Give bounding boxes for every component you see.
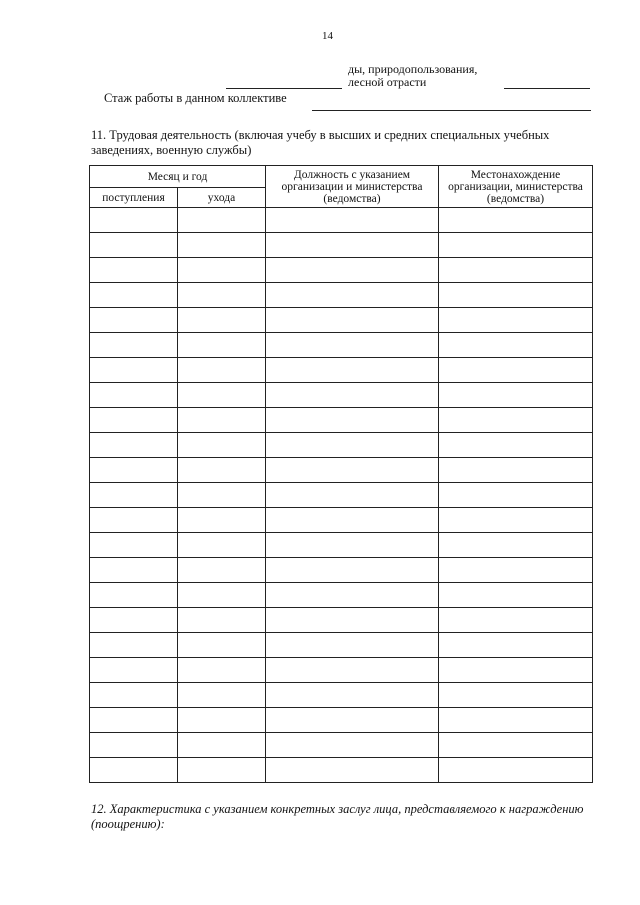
- cell-end[interactable]: [178, 683, 266, 708]
- table-row: [90, 508, 593, 533]
- cell-end[interactable]: [178, 758, 266, 783]
- cell-position[interactable]: [266, 408, 439, 433]
- cell-start[interactable]: [90, 358, 178, 383]
- cell-end[interactable]: [178, 608, 266, 633]
- cell-location[interactable]: [439, 633, 593, 658]
- header-position: Должность с указанием организации и министерства (ведомства): [266, 166, 439, 208]
- cell-start[interactable]: [90, 583, 178, 608]
- cell-end[interactable]: [178, 383, 266, 408]
- cell-position[interactable]: [266, 283, 439, 308]
- cell-position[interactable]: [266, 208, 439, 233]
- cell-start[interactable]: [90, 758, 178, 783]
- table-row: [90, 558, 593, 583]
- table-row: [90, 283, 593, 308]
- cell-end[interactable]: [178, 433, 266, 458]
- header-location: Местонахождение организации, министерства (ведомства): [439, 166, 593, 208]
- header-fragment-line2: лесной отрасти: [348, 75, 427, 89]
- cell-start[interactable]: [90, 483, 178, 508]
- cell-start[interactable]: [90, 258, 178, 283]
- cell-location[interactable]: [439, 608, 593, 633]
- table-row: [90, 658, 593, 683]
- cell-end[interactable]: [178, 558, 266, 583]
- cell-end[interactable]: [178, 233, 266, 258]
- cell-end[interactable]: [178, 333, 266, 358]
- section-12-title: 12. Характеристика с указанием конкретных заслуг лица, представляемого к награждению (поощрению):: [91, 802, 584, 831]
- cell-location[interactable]: [439, 508, 593, 533]
- cell-end[interactable]: [178, 208, 266, 233]
- table-row: [90, 383, 593, 408]
- cell-position[interactable]: [266, 383, 439, 408]
- cell-start[interactable]: [90, 683, 178, 708]
- cell-position[interactable]: [266, 758, 439, 783]
- underline-right: [504, 88, 590, 89]
- cell-end[interactable]: [178, 708, 266, 733]
- cell-end[interactable]: [178, 508, 266, 533]
- table-row: [90, 308, 593, 333]
- cell-start[interactable]: [90, 708, 178, 733]
- employment-table: [89, 165, 593, 783]
- cell-end[interactable]: [178, 358, 266, 383]
- cell-location[interactable]: [439, 408, 593, 433]
- table-row: [90, 608, 593, 633]
- cell-location[interactable]: [439, 533, 593, 558]
- experience-label: Стаж работы в данном коллективе: [104, 91, 287, 105]
- cell-position[interactable]: [266, 608, 439, 633]
- cell-start[interactable]: [90, 458, 178, 483]
- table-row: [90, 683, 593, 708]
- cell-start[interactable]: [90, 283, 178, 308]
- cell-start[interactable]: [90, 508, 178, 533]
- cell-position[interactable]: [266, 533, 439, 558]
- cell-location[interactable]: [439, 433, 593, 458]
- table-row: [90, 483, 593, 508]
- cell-start[interactable]: [90, 433, 178, 458]
- table-row: [90, 333, 593, 358]
- cell-position[interactable]: [266, 258, 439, 283]
- cell-start[interactable]: [90, 608, 178, 633]
- cell-start[interactable]: [90, 633, 178, 658]
- cell-location[interactable]: [439, 458, 593, 483]
- table-row: [90, 433, 593, 458]
- cell-position[interactable]: [266, 508, 439, 533]
- table-row: [90, 633, 593, 658]
- cell-start[interactable]: [90, 733, 178, 758]
- table-row: [90, 708, 593, 733]
- cell-location[interactable]: [439, 583, 593, 608]
- cell-position[interactable]: [266, 633, 439, 658]
- cell-location[interactable]: [439, 483, 593, 508]
- table-row: [90, 533, 593, 558]
- cell-start[interactable]: [90, 308, 178, 333]
- cell-start[interactable]: [90, 233, 178, 258]
- cell-location[interactable]: [439, 683, 593, 708]
- cell-end[interactable]: [178, 258, 266, 283]
- cell-position[interactable]: [266, 458, 439, 483]
- table-row: [90, 458, 593, 483]
- header-month-year: Месяц и год: [90, 166, 266, 188]
- cell-start[interactable]: [90, 383, 178, 408]
- cell-location[interactable]: [439, 258, 593, 283]
- cell-location[interactable]: [439, 358, 593, 383]
- cell-position[interactable]: [266, 683, 439, 708]
- table-row: [90, 233, 593, 258]
- cell-end[interactable]: [178, 283, 266, 308]
- cell-location[interactable]: [439, 658, 593, 683]
- page-number: 14: [322, 30, 333, 42]
- cell-position[interactable]: [266, 358, 439, 383]
- header-start: поступления: [90, 188, 178, 208]
- cell-location[interactable]: [439, 733, 593, 758]
- experience-field[interactable]: [312, 110, 591, 111]
- cell-position[interactable]: [266, 658, 439, 683]
- table-row: [90, 258, 593, 283]
- cell-location[interactable]: [439, 233, 593, 258]
- table-row: [90, 758, 593, 783]
- cell-location[interactable]: [439, 558, 593, 583]
- cell-location[interactable]: [439, 283, 593, 308]
- cell-end[interactable]: [178, 458, 266, 483]
- cell-end[interactable]: [178, 308, 266, 333]
- cell-position[interactable]: [266, 308, 439, 333]
- cell-start[interactable]: [90, 658, 178, 683]
- header-fragment-line1: ды, природопользования,: [348, 62, 478, 76]
- table-row: [90, 583, 593, 608]
- cell-location[interactable]: [439, 383, 593, 408]
- cell-start[interactable]: [90, 408, 178, 433]
- table-row: [90, 208, 593, 233]
- table-row: [90, 733, 593, 758]
- cell-end[interactable]: [178, 583, 266, 608]
- cell-end[interactable]: [178, 408, 266, 433]
- cell-position[interactable]: [266, 708, 439, 733]
- cell-end[interactable]: [178, 658, 266, 683]
- cell-position[interactable]: [266, 333, 439, 358]
- cell-location[interactable]: [439, 333, 593, 358]
- cell-location[interactable]: [439, 308, 593, 333]
- cell-start[interactable]: [90, 533, 178, 558]
- cell-position[interactable]: [266, 233, 439, 258]
- cell-position[interactable]: [266, 558, 439, 583]
- table-row: [90, 358, 593, 383]
- cell-location[interactable]: [439, 708, 593, 733]
- cell-position[interactable]: [266, 733, 439, 758]
- cell-start[interactable]: [90, 558, 178, 583]
- cell-start[interactable]: [90, 208, 178, 233]
- header-end: ухода: [178, 188, 266, 208]
- table-body: [90, 208, 593, 783]
- cell-position[interactable]: [266, 483, 439, 508]
- cell-location[interactable]: [439, 758, 593, 783]
- cell-end[interactable]: [178, 533, 266, 558]
- table-row: [90, 408, 593, 433]
- cell-location[interactable]: [439, 208, 593, 233]
- cell-end[interactable]: [178, 483, 266, 508]
- cell-end[interactable]: [178, 633, 266, 658]
- cell-start[interactable]: [90, 333, 178, 358]
- underline-left: [226, 88, 342, 89]
- cell-end[interactable]: [178, 733, 266, 758]
- cell-position[interactable]: [266, 583, 439, 608]
- cell-position[interactable]: [266, 433, 439, 458]
- section-11-title: 11. Трудовая деятельность (включая учебу в высших и средних специальных учебных заведениях, военную службы): [91, 128, 550, 157]
